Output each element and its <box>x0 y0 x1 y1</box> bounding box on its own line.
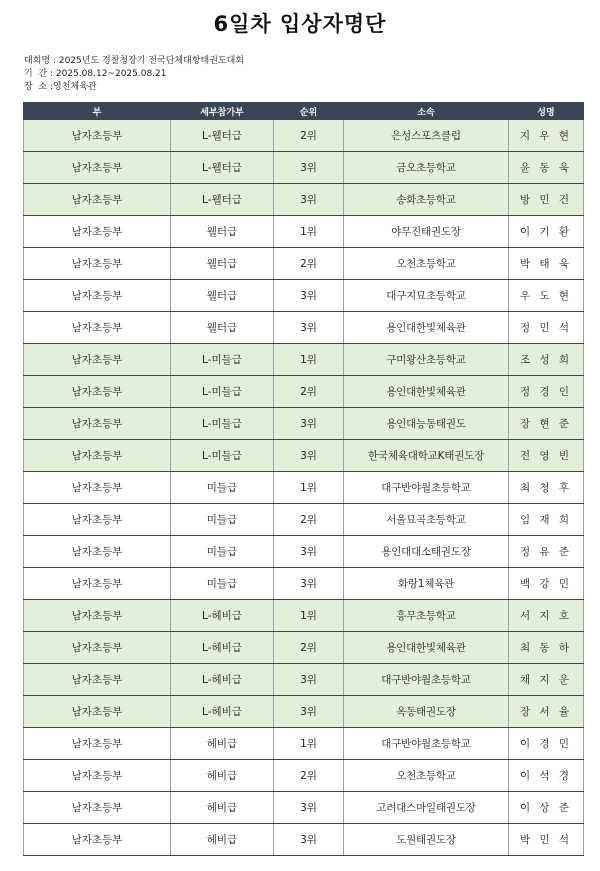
cell-rank: 3위 <box>274 536 344 568</box>
cell-name: 정 민 석 <box>509 312 584 344</box>
event-period-value: 2025.08.12~2025.08.21 <box>55 69 167 79</box>
cell-weight-class: L-미들급 <box>171 344 274 376</box>
cell-name: 윤 동 욱 <box>509 152 584 184</box>
table-body <box>24 120 584 856</box>
cell-name: 정 유 준 <box>509 536 584 568</box>
cell-rank: 3위 <box>274 280 344 312</box>
table-row <box>24 312 584 344</box>
cell-division: 남자초등부 <box>24 728 171 760</box>
cell-name: 최 청 후 <box>509 472 584 504</box>
table-row <box>24 696 584 728</box>
cell-name: 우 도 현 <box>509 280 584 312</box>
winners-table <box>23 102 584 856</box>
cell-name: 박 민 석 <box>509 824 584 856</box>
cell-rank: 1위 <box>274 344 344 376</box>
cell-weight-class: 미들급 <box>171 536 274 568</box>
event-info <box>24 55 244 94</box>
header-affiliation: 소속 <box>344 103 509 120</box>
table-row <box>24 568 584 600</box>
cell-rank: 2위 <box>274 376 344 408</box>
event-period-row: 기 간 : 2025.08.12~2025.08.21 <box>24 69 167 79</box>
cell-division: 남자초등부 <box>24 344 171 376</box>
cell-division: 남자초등부 <box>24 216 171 248</box>
cell-division: 남자초등부 <box>24 600 171 632</box>
cell-affiliation: 용인대한빛체육관 <box>344 312 509 344</box>
cell-rank: 3위 <box>274 696 344 728</box>
cell-affiliation: 도원태권도장 <box>344 824 509 856</box>
table-row <box>24 824 584 856</box>
table-row <box>24 344 584 376</box>
table-row <box>24 504 584 536</box>
cell-name: 임 재 희 <box>509 504 584 536</box>
cell-name: 방 민 건 <box>509 184 584 216</box>
cell-affiliation: 대구반야월초등학교 <box>344 728 509 760</box>
cell-weight-class: L-웰터급 <box>171 152 274 184</box>
cell-division: 남자초등부 <box>24 312 171 344</box>
cell-affiliation: 흥무초등학교 <box>344 600 509 632</box>
table-row <box>24 472 584 504</box>
cell-name: 정 경 인 <box>509 376 584 408</box>
table-row <box>24 248 584 280</box>
cell-weight-class: L-웰터급 <box>171 184 274 216</box>
cell-rank: 3위 <box>274 664 344 696</box>
cell-division: 남자초등부 <box>24 536 171 568</box>
cell-weight-class: 미들급 <box>171 568 274 600</box>
cell-affiliation: 금오초등학교 <box>344 152 509 184</box>
cell-division: 남자초등부 <box>24 760 171 792</box>
cell-rank: 3위 <box>274 568 344 600</box>
cell-weight-class: 웰터급 <box>171 312 274 344</box>
cell-weight-class: L-헤비급 <box>171 600 274 632</box>
cell-division: 남자초등부 <box>24 696 171 728</box>
cell-weight-class: L-미들급 <box>171 440 274 472</box>
cell-rank: 2위 <box>274 760 344 792</box>
cell-rank: 3위 <box>274 792 344 824</box>
header-weight-class: 세부참가부 <box>171 103 274 120</box>
cell-division: 남자초등부 <box>24 664 171 696</box>
cell-affiliation: 서울묘곡초등학교 <box>344 504 509 536</box>
cell-affiliation: 용인대대소태권도장 <box>344 536 509 568</box>
table-row <box>24 152 584 184</box>
event-name-row: 대회명 : 2025년도 경찰청장기 전국단체대항태권도대회 <box>24 56 244 66</box>
cell-division: 남자초등부 <box>24 504 171 536</box>
cell-rank: 3위 <box>274 440 344 472</box>
cell-weight-class: L-헤비급 <box>171 696 274 728</box>
cell-affiliation: 용인대능동태권도 <box>344 408 509 440</box>
cell-weight-class: L-헤비급 <box>171 664 274 696</box>
table-row <box>24 760 584 792</box>
cell-name: 채 지 운 <box>509 664 584 696</box>
cell-weight-class: 헤비급 <box>171 792 274 824</box>
table-row <box>24 600 584 632</box>
cell-name: 서 지 호 <box>509 600 584 632</box>
table-row <box>24 792 584 824</box>
event-name-value: 2025년도 경찰청장기 전국단체대항태권도대회 <box>58 56 244 66</box>
cell-weight-class: L-미들급 <box>171 376 274 408</box>
cell-affiliation: 용인대한빛체육관 <box>344 376 509 408</box>
cell-weight-class: 웰터급 <box>171 280 274 312</box>
cell-rank: 1위 <box>274 216 344 248</box>
table-row <box>24 632 584 664</box>
event-venue-label: 장 소 <box>24 82 48 92</box>
cell-affiliation: 옥동태권도장 <box>344 696 509 728</box>
cell-rank: 3위 <box>274 152 344 184</box>
cell-weight-class: 웰터급 <box>171 248 274 280</box>
cell-rank: 3위 <box>274 312 344 344</box>
cell-name: 이 기 환 <box>509 216 584 248</box>
cell-rank: 2위 <box>274 120 344 152</box>
cell-division: 남자초등부 <box>24 568 171 600</box>
cell-affiliation: 한국체육대학교K태권도장 <box>344 440 509 472</box>
cell-rank: 1위 <box>274 728 344 760</box>
table-row <box>24 440 584 472</box>
cell-name: 이 경 민 <box>509 728 584 760</box>
cell-weight-class: 헤비급 <box>171 728 274 760</box>
cell-affiliation: 용인대한빛체육관 <box>344 632 509 664</box>
cell-division: 남자초등부 <box>24 472 171 504</box>
cell-weight-class: 미들급 <box>171 504 274 536</box>
cell-rank: 3위 <box>274 824 344 856</box>
cell-name: 지 우 현 <box>509 120 584 152</box>
cell-name: 장 현 준 <box>509 408 584 440</box>
cell-affiliation: 화랑1체육관 <box>344 568 509 600</box>
cell-weight-class: L-미들급 <box>171 408 274 440</box>
cell-division: 남자초등부 <box>24 824 171 856</box>
table-row <box>24 664 584 696</box>
cell-weight-class: 헤비급 <box>171 760 274 792</box>
table-row <box>24 408 584 440</box>
cell-division: 남자초등부 <box>24 408 171 440</box>
cell-rank: 3위 <box>274 408 344 440</box>
header-name: 성명 <box>509 103 584 120</box>
cell-division: 남자초등부 <box>24 440 171 472</box>
cell-name: 이 상 준 <box>509 792 584 824</box>
cell-name: 이 석 경 <box>509 760 584 792</box>
cell-name: 장 서 율 <box>509 696 584 728</box>
cell-affiliation: 야무진태권도장 <box>344 216 509 248</box>
table-row <box>24 536 584 568</box>
event-name-label: 대회명 <box>24 56 51 66</box>
cell-affiliation: 은성스포츠클럽 <box>344 120 509 152</box>
cell-name: 박 태 욱 <box>509 248 584 280</box>
cell-division: 남자초등부 <box>24 632 171 664</box>
cell-affiliation: 송화초등학교 <box>344 184 509 216</box>
cell-rank: 1위 <box>274 472 344 504</box>
cell-affiliation: 대구지묘초등학교 <box>344 280 509 312</box>
cell-division: 남자초등부 <box>24 184 171 216</box>
cell-affiliation: 오천초등학교 <box>344 248 509 280</box>
cell-division: 남자초등부 <box>24 792 171 824</box>
cell-affiliation: 고려대스마일태권도장 <box>344 792 509 824</box>
cell-name: 전 영 빈 <box>509 440 584 472</box>
header-division: 부 <box>24 103 171 120</box>
cell-rank: 2위 <box>274 632 344 664</box>
table-row <box>24 184 584 216</box>
cell-division: 남자초등부 <box>24 376 171 408</box>
cell-rank: 2위 <box>274 248 344 280</box>
cell-division: 남자초등부 <box>24 152 171 184</box>
cell-weight-class: L-웰터급 <box>171 120 274 152</box>
event-venue-value: 영천체육관 <box>53 82 97 92</box>
table-row <box>24 728 584 760</box>
cell-affiliation: 대구반야월초등학교 <box>344 664 509 696</box>
cell-affiliation: 대구반야월초등학교 <box>344 472 509 504</box>
cell-name: 백 강 민 <box>509 568 584 600</box>
cell-weight-class: L-헤비급 <box>171 632 274 664</box>
cell-division: 남자초등부 <box>24 120 171 152</box>
cell-rank: 3위 <box>274 184 344 216</box>
table-row <box>24 120 584 152</box>
page-title: 6일차 입상자명단 <box>213 12 387 36</box>
table-header-row <box>24 103 584 120</box>
cell-weight-class: 웰터급 <box>171 216 274 248</box>
event-venue-row: 장 소 :영천체육관 <box>24 82 97 92</box>
table-row <box>24 280 584 312</box>
cell-name: 최 동 하 <box>509 632 584 664</box>
cell-division: 남자초등부 <box>24 280 171 312</box>
cell-weight-class: 헤비급 <box>171 824 274 856</box>
cell-division: 남자초등부 <box>24 248 171 280</box>
cell-rank: 1위 <box>274 600 344 632</box>
cell-rank: 2위 <box>274 504 344 536</box>
event-period-label: 기 간 <box>24 69 48 79</box>
header-rank: 순위 <box>274 103 344 120</box>
cell-affiliation: 오천초등학교 <box>344 760 509 792</box>
cell-affiliation: 구미왕산초등학교 <box>344 344 509 376</box>
cell-name: 조 성 희 <box>509 344 584 376</box>
cell-weight-class: 미들급 <box>171 472 274 504</box>
table-row <box>24 376 584 408</box>
table-row <box>24 216 584 248</box>
